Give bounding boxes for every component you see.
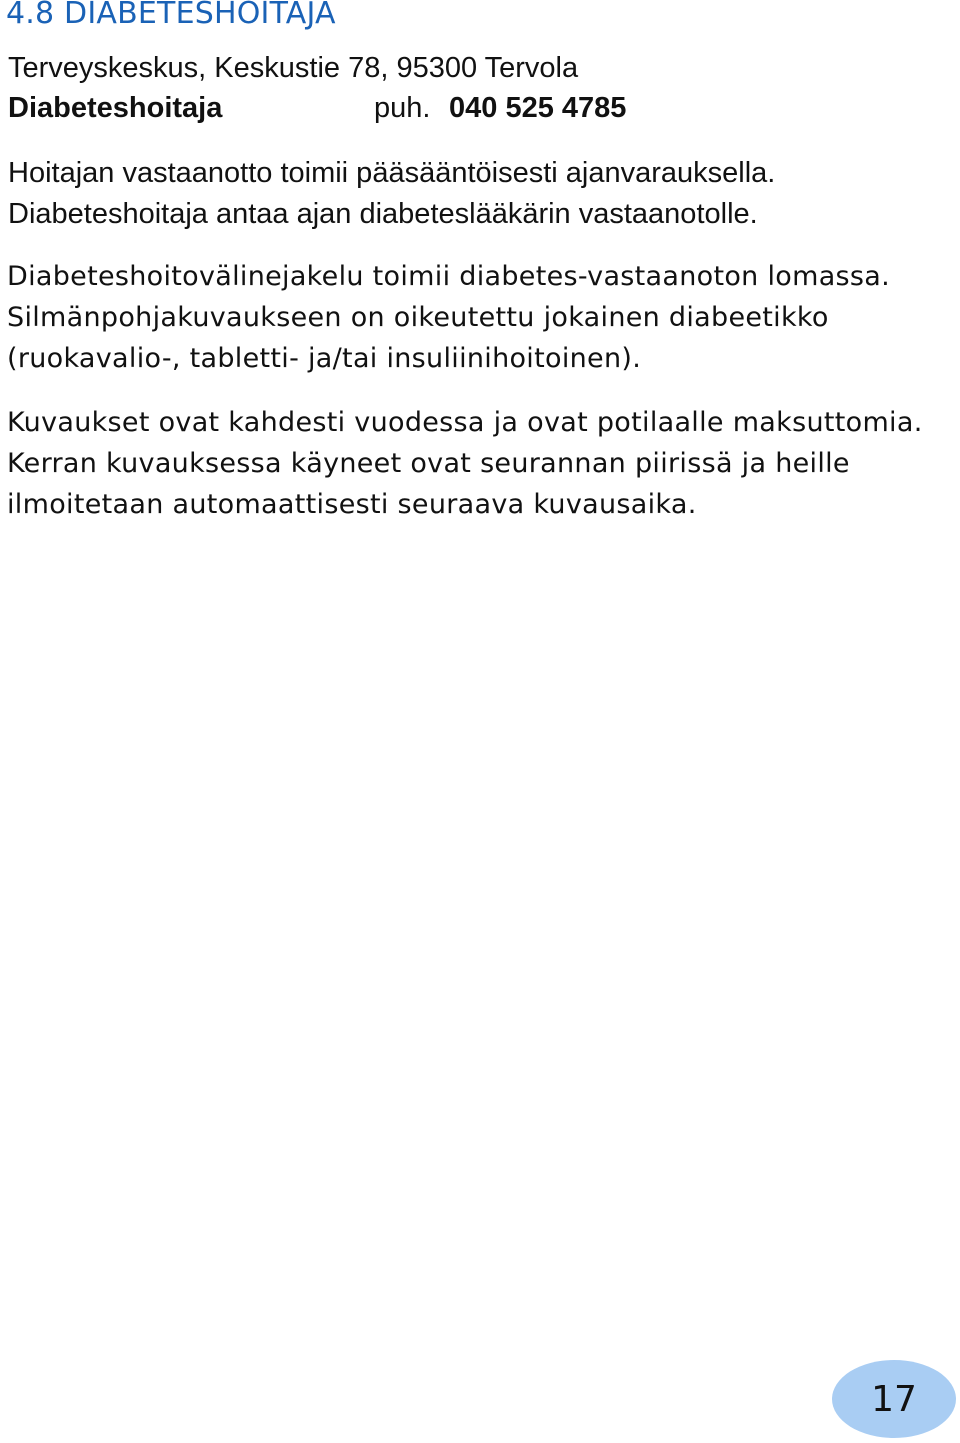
- paragraph-appointments: Hoitajan vastaanotto toimii pääsääntöisesti ajanvarauksella. Diabeteshoitaja antaa ajan diabeteslääkärin vastaanotolle.: [8, 157, 776, 230]
- phone-label: puh.: [374, 92, 431, 124]
- page-number-badge: [832, 1360, 956, 1438]
- section-heading: 4.8 DIABETESHOITAJA: [6, 0, 336, 31]
- paragraph-supplies: Diabeteshoitovälinejakelu toimii diabetes-vastaanoton lomassa. Silmänpohjakuvaukseen on oikeutettu jokainen diabeetikko (ruokavalio-, tabletti- ja/tai insuliinihoitoinen).: [7, 261, 891, 374]
- contact-line: [8, 92, 627, 125]
- phone-number: 040 525 4785: [449, 92, 627, 124]
- contact-role: Diabeteshoitaja: [8, 92, 223, 124]
- paragraph-imaging: Kuvaukset ovat kahdesti vuodessa ja ovat potilaalle maksuttomia. Kerran kuvauksessa käyneet ovat seurannan piirissä ja heille ilmoitetaan automaattisesti seuraava kuvausaika.: [7, 407, 923, 520]
- page-number: 17: [871, 1378, 917, 1420]
- address-line: Terveyskeskus, Keskustie 78, 95300 Tervola: [8, 52, 579, 84]
